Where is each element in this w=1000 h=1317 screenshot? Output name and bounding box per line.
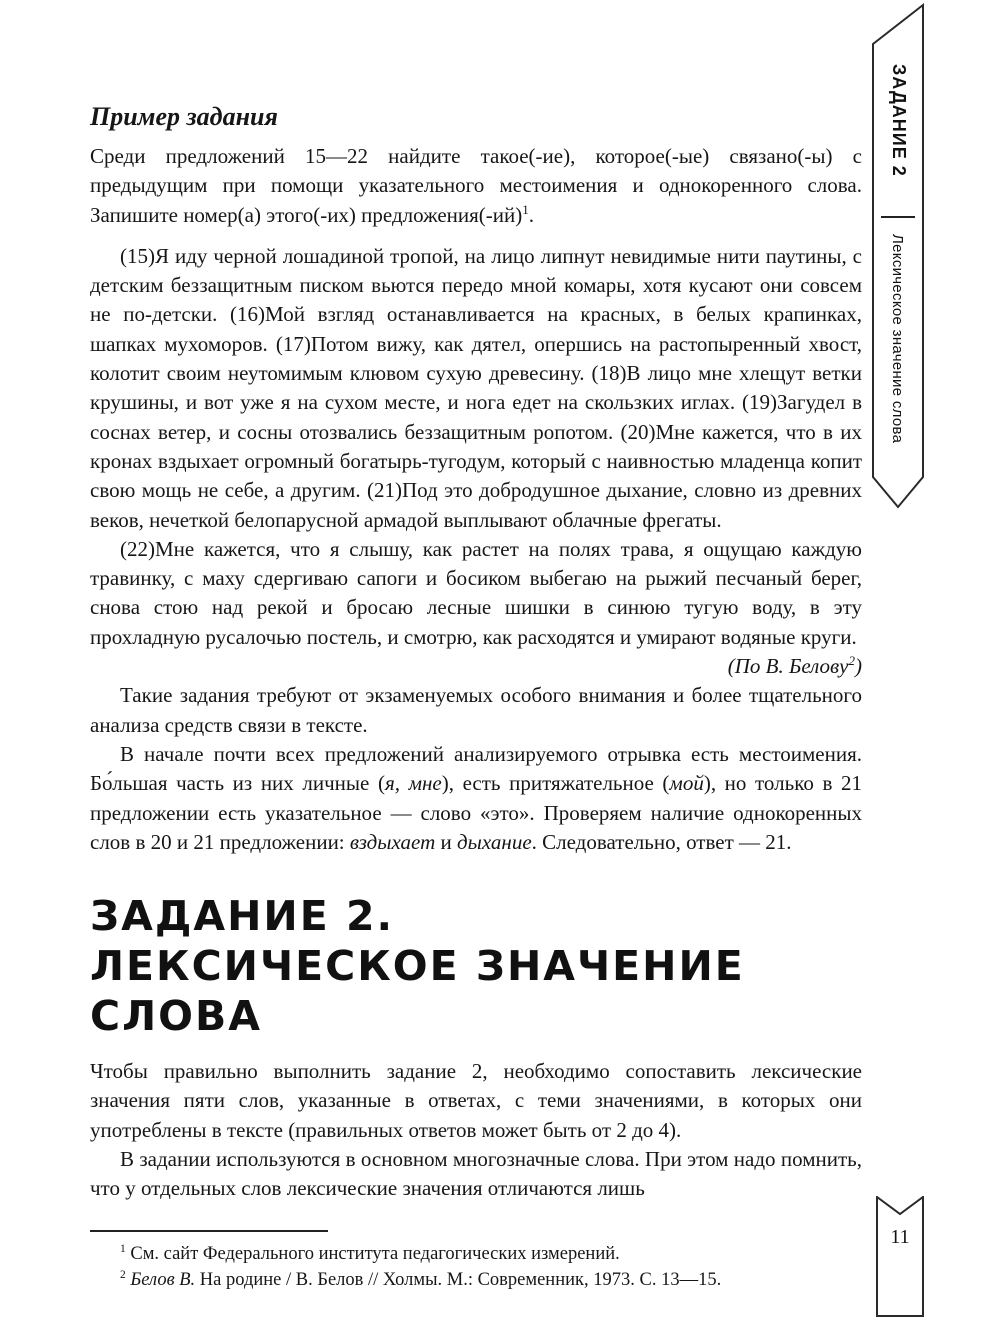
passage-paragraph-1: (15)Я иду черной лошадиной тропой, на лицо липнут невидимые нити паутины, с детским беззащитным писком вьются передо мной комары, хотя кусают они совсем не по-детски. (16)Мой взгляд останавливается на красных, в белых крапинках, шапках мухоморов. (17)Потом вижу, как дятел, опершись на растопыренный хвост, колотит своим неутомимым клювом сухую древесину. (18)В лицо мне хлещут ветки крушины, и вот уже я на сухом месте, и нога едет на скользких иглах. (19)Загудел в соснах ветер, и сосны отозвались беззащитным ропотом. (20)Мне кажется, что в их кронах вздыхает огромный богатырь-тугодум, который с наивностью младенца копит свою мощь не себе, а другим. (21)Под это добродушное дыхание, словно из древних веков, нечеткой белопарусной армадой выплывают облачные фрегаты.	[90, 243, 862, 532]
section-paragraph-2: В задании используются в основном многозначные слова. При этом надо помнить, что у отдельных слов лексические значения отличаются лишь	[90, 1147, 862, 1201]
footnote-ref-2: 2	[848, 653, 855, 669]
analysis-segment: . Следовательно, ответ — 21.	[531, 829, 792, 854]
analysis-segment: ), есть притяжательное (	[441, 771, 670, 796]
task-statement-period: .	[528, 202, 535, 227]
page-number-tab	[876, 1196, 924, 1317]
footnotes	[90, 1230, 862, 1294]
attribution-close: )	[855, 654, 862, 679]
chapter-heading-line1: ЗАДАНИЕ 2.	[90, 892, 395, 941]
section-tab-section-label: Лексическое значение слова	[889, 234, 906, 444]
chapter-heading-line2: ЛЕКСИЧЕСКОЕ ЗНАЧЕНИЕ СЛОВА	[90, 942, 745, 1041]
chapter-heading	[90, 891, 862, 1041]
analysis-segment: ), но только в 21 предложении есть указательное — слово «это». Проверяем наличие однокоренных слов в 20 и 21 предложении:	[90, 771, 862, 854]
page-number: 11	[890, 1226, 910, 1248]
analysis-italic-term: мой	[669, 771, 704, 796]
example-heading: Пример задания	[90, 102, 278, 131]
analysis-segment: и	[435, 829, 458, 854]
footnote-1	[90, 1241, 862, 1268]
section-tab-task-label: ЗАДАНИЕ 2	[889, 64, 909, 177]
section-tab-divider	[881, 216, 915, 218]
page-number-tab-outline	[876, 1196, 924, 1317]
analysis-paragraph-1: Такие задания требуют от экзаменуемых особого внимания и более тщательного анализа средств связи в тексте.	[90, 683, 862, 737]
footnote-1-text: См. сайт Федерального института педагогических измерений.	[130, 1243, 620, 1264]
footnote-ref-1: 1	[522, 201, 529, 217]
page-content	[90, 102, 862, 1294]
analysis-italic-term: я, мне	[384, 771, 442, 796]
passage-paragraph-2: (22)Мне кажется, что я слышу, как растет на полях трава, я ощущаю каждую травинку, с маху сдергиваю сапоги и босиком выбегаю на рыжий песчаный берег, снова стою над рекой и бросаю лесные шишки в синюю тугую воду, в эту прохладную русалочью постель, и смотрю, как расходятся и умирают водяные круги.	[90, 536, 862, 649]
attribution-text: (По В. Белову	[727, 654, 849, 679]
footnote-2	[90, 1267, 862, 1294]
analysis-italic-term: дыхание	[457, 829, 532, 854]
analysis-paragraph-2	[90, 740, 862, 857]
footnote-2-author: Белов В.	[130, 1270, 196, 1291]
footnote-1-marker: 1	[120, 1242, 126, 1255]
section-paragraph-1: Чтобы правильно выполнить задание 2, необходимо сопоставить лексические значения пяти слов, указанные в ответах, с теми значениями, в которых они употреблены в тексте (правильных ответов может быть от 2 до 4).	[90, 1059, 862, 1142]
analysis-italic-term: вздыхает	[349, 829, 436, 854]
section-tab	[872, 0, 924, 512]
footnote-2-marker: 2	[120, 1268, 126, 1281]
analysis-segment: В начале почти всех предложений анализируемого отрывка есть местоимения. Бо́льшая часть из них личные (	[90, 741, 862, 796]
footnote-divider	[90, 1230, 328, 1232]
task-statement-text: Среди предложений 15—22 найдите такое(-ие), которое(-ые) связано(-ы) с предыдущим при помощи указательного местоимения и однокоренного слова. Запишите номер(а) этого(-их) предложения(-ий)	[90, 144, 862, 227]
attribution	[90, 652, 862, 681]
footnote-2-text: На родине / В. Белов // Холмы. М.: Современник, 1973. С. 13—15.	[199, 1270, 722, 1291]
task-statement	[90, 142, 862, 230]
